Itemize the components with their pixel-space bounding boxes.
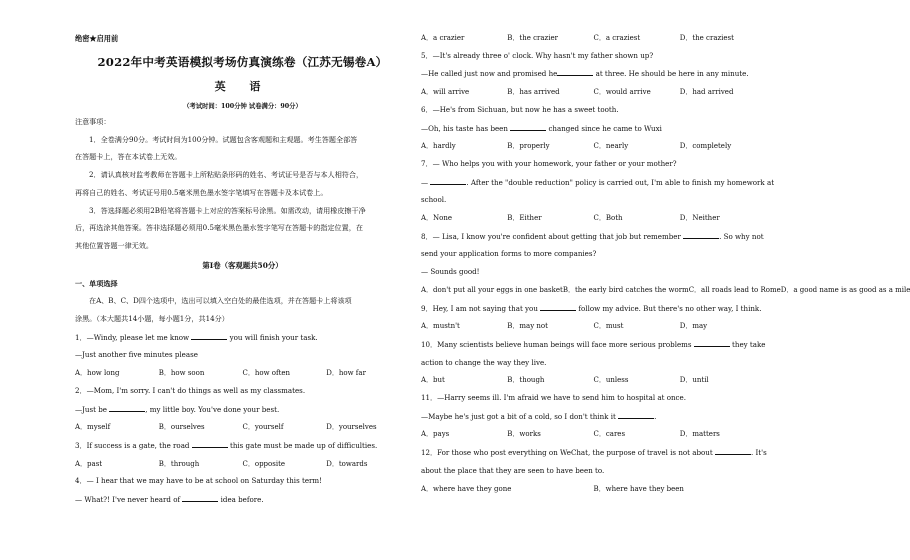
question (75, 477, 410, 505)
answer-blank (557, 69, 593, 76)
option: C．yourself (242, 423, 284, 432)
question-text: —Oh, his taste has been (421, 123, 511, 133)
question-line (421, 250, 766, 259)
question-line (421, 304, 766, 314)
option: D．how far (326, 369, 366, 378)
question (421, 340, 766, 385)
question-line (75, 405, 410, 415)
volume-title: 第I卷（客观题共50分） (202, 260, 283, 270)
answer-blank (182, 495, 218, 502)
answer-blank (618, 411, 657, 421)
question-line (421, 448, 766, 458)
question-text: —Maybe he's just got a bit of a cold, so I don't think it (421, 411, 619, 421)
question-line (421, 340, 766, 350)
question-text: action to change the way they live. (421, 357, 547, 367)
question-text: school. (421, 195, 447, 205)
option: A．will arrive (421, 88, 470, 97)
page-title: 2022年中考英语模拟考场仿真演练卷（江苏无锡卷A） (97, 55, 388, 69)
question-text: — Sounds good! (421, 267, 480, 277)
question-text: this gate must be made up of difficulties. (227, 440, 378, 450)
option: B．the early bird catches the worm (562, 285, 689, 294)
answer-blank (510, 124, 546, 131)
right-column (421, 34, 910, 502)
option: D．the craziest (679, 34, 734, 42)
question-line (421, 69, 766, 79)
question (75, 333, 410, 378)
question-line (75, 387, 410, 396)
question-text: —Just another five minutes please (75, 350, 198, 360)
question-line (421, 467, 766, 476)
options-row (421, 88, 766, 97)
option: D．yourselves (326, 423, 377, 432)
answer-blank (715, 448, 751, 455)
question-text: at three. He should be here in any minute. (593, 69, 749, 79)
question-text: , my little boy. You've done your best. (145, 404, 280, 414)
options-row (421, 485, 766, 494)
question-text: 7．— Who helps you with your homework, your father or your mother? (421, 158, 677, 168)
option: C．all roads lead to Rome (688, 285, 781, 294)
exam-meta: （考试时间：100分钟 试卷满分：90分） (183, 103, 302, 110)
option: C．cares (593, 430, 626, 439)
question-line (75, 477, 410, 486)
option: B．ourselves (158, 423, 205, 432)
option: B．through (158, 459, 200, 468)
option: B．how soon (158, 369, 205, 378)
option: D．matters (679, 430, 720, 439)
options-row (421, 34, 766, 43)
option: A．past (75, 459, 103, 468)
question-line (421, 359, 766, 368)
option: C．must (593, 322, 624, 331)
option: C．unless (593, 376, 629, 385)
question-line (75, 333, 410, 343)
question-text: send your application forms to more companies? (421, 249, 597, 259)
question-line (421, 196, 766, 205)
question-text: 11．—Harry seems ill. I'm afraid we have to send him to hospital at once. (421, 393, 686, 403)
question-text: 1．—Windy, please let me know (75, 332, 192, 342)
question (75, 387, 410, 432)
option: C．opposite (242, 459, 286, 468)
option: A．myself (75, 423, 111, 432)
question (421, 448, 766, 493)
option: D．had arrived (679, 88, 734, 97)
left-question-list (75, 333, 410, 505)
question-text: 6．—He's from Sichuan, but now he has a sweet tooth. (421, 104, 619, 114)
question (421, 106, 766, 151)
question-text: . After the "double reduction" policy is carried out, I'm able to finish my homework at (466, 177, 775, 187)
options-row (421, 430, 766, 439)
question-text: follow my advice. But there's no other way, I think. (576, 303, 762, 313)
question-line (421, 268, 766, 277)
options-row (421, 142, 766, 151)
question-line (75, 441, 410, 451)
question-text: 3．If success is a gate, the road (75, 440, 192, 450)
subject-title: 英 语 (214, 80, 271, 93)
left-column (75, 34, 410, 514)
question-line (421, 106, 766, 115)
question-text: . It's (750, 448, 767, 458)
option: B．the crazier (507, 34, 558, 42)
option: A．where have they gone (421, 484, 512, 493)
option: A．mustn't (421, 322, 460, 331)
option: C．how often (242, 369, 291, 378)
notes-item: 再将自己的姓名、考试证号用0.5毫米黑色墨水签字笔填写在答题卡及本试卷上。 (75, 187, 328, 197)
options-row (75, 369, 410, 378)
section-instruction: 在A、B、C、D四个选项中，选出可以填入空白处的最佳选项，并在答题卡上将该项 (89, 296, 352, 306)
option: B．though (507, 376, 545, 385)
notes-item: 其他位置答题一律无效。 (75, 240, 154, 250)
question-line (421, 394, 766, 403)
question (421, 394, 766, 439)
option: B．may not (507, 322, 548, 331)
question-text: changed since he came to Wuxi (546, 123, 662, 133)
option: D．Neither (679, 214, 720, 223)
question-text: —He called just now and promised he (421, 69, 558, 79)
answer-blank (192, 441, 228, 448)
question-text: . (654, 411, 657, 421)
answer-blank (191, 333, 227, 340)
option: B．works (507, 430, 541, 439)
option: D．completely (679, 142, 732, 151)
option: A．None (421, 214, 453, 223)
option: A．but (421, 376, 445, 385)
notes-item: 3．答选择题必须用2B铅笔将答题卡上对应的答案标号涂黑。如需改动，请用橡皮擦干净 (89, 205, 366, 215)
option: D．a good name is as good as a mile (780, 285, 910, 294)
options-row (421, 214, 766, 223)
options-row (75, 460, 410, 469)
question-line (75, 495, 410, 505)
question-text: — (421, 177, 431, 187)
option: D．towards (326, 459, 368, 468)
option: C．Both (593, 214, 623, 223)
answer-blank (694, 340, 730, 347)
option: D．until (679, 376, 709, 385)
question-line (421, 177, 775, 188)
question-line (421, 52, 766, 61)
question-line (421, 124, 766, 134)
secret-mark: 绝密★启用前 (75, 34, 119, 43)
option: A．a crazier (421, 34, 465, 42)
question-text: 4．— I hear that we may have to be at school on Saturday this term! (75, 476, 322, 486)
question (421, 52, 766, 97)
option: A．hardly (421, 142, 456, 151)
option: C．would arrive (593, 88, 651, 97)
question-text: 2．—Mom, I'm sorry. I can't do things as well as my classmates. (75, 385, 306, 395)
option: A．how long (75, 369, 120, 378)
options-row (75, 423, 410, 432)
option: B．where have they been (593, 484, 684, 493)
question-text: 8．— Lisa, I know you're confident about getting that job but remember (421, 231, 684, 241)
options-row (421, 285, 910, 295)
section-title: 一、单项选择 (75, 278, 118, 288)
question-text: . So why not (719, 231, 764, 241)
section-instruction: 涂黑。（本大题共14小题，每小题1分，共14分） (75, 314, 229, 324)
question-text: 9．Hey, I am not saying that you (421, 303, 541, 313)
question-text: about the place that they are seen to have been to. (421, 465, 605, 475)
question (421, 231, 910, 295)
question-text: —Just be (75, 404, 110, 414)
notes-list (75, 136, 410, 251)
options-row (421, 376, 766, 385)
option: C．nearly (593, 142, 629, 151)
question-text: they take (729, 339, 766, 349)
option: D．may (679, 322, 708, 331)
answer-blank (683, 232, 719, 239)
answer-blank (430, 178, 466, 185)
right-question-list (421, 50, 910, 494)
question-text: 10．Many scientists believe human beings will face more serious problems (421, 339, 694, 349)
option: B．properly (507, 142, 550, 151)
answer-blank (109, 405, 145, 412)
question-line (421, 232, 766, 242)
question-text: — What?! I've never heard of (75, 495, 183, 505)
notes-item: 1．全卷满分90分。考试时间为100分钟。试题包含客观题和主观题。考生答题全部答 (89, 134, 358, 144)
question-text: idea before. (218, 495, 264, 505)
option: B．has arrived (507, 88, 560, 97)
question-line (421, 160, 766, 169)
options-row (421, 322, 766, 331)
option: A．pays (421, 430, 450, 439)
question-text: 12．For those who post everything on WeChat, the purpose of travel is not about (421, 448, 715, 458)
question (421, 304, 766, 332)
option: A．don't put all your eggs in one basket (421, 285, 563, 294)
option: C．a craziest (593, 34, 641, 42)
question-line (421, 412, 766, 422)
question-text: you will finish your task. (227, 332, 318, 342)
notes-item: 后，再选涂其他答案。答非选择题必须用0.5毫米黑色墨水签字笔写在答题卡的指定位置，在 (75, 223, 363, 233)
question (421, 158, 775, 223)
notes-heading: 注意事项： (75, 117, 111, 126)
question (75, 441, 410, 469)
question-line (75, 351, 410, 360)
option: B．Either (507, 214, 542, 223)
notes-item: 2．请认真核对监考教师在答题卡上所粘贴条形码的姓名、考试证号是否与本人相符合， (89, 170, 364, 180)
notes-item: 在答题卡上，答在本试卷上无效。 (75, 152, 182, 162)
question-text: 5．—It's already three o' clock. Why hasn't my father shown up? (421, 50, 654, 60)
answer-blank (540, 304, 576, 311)
